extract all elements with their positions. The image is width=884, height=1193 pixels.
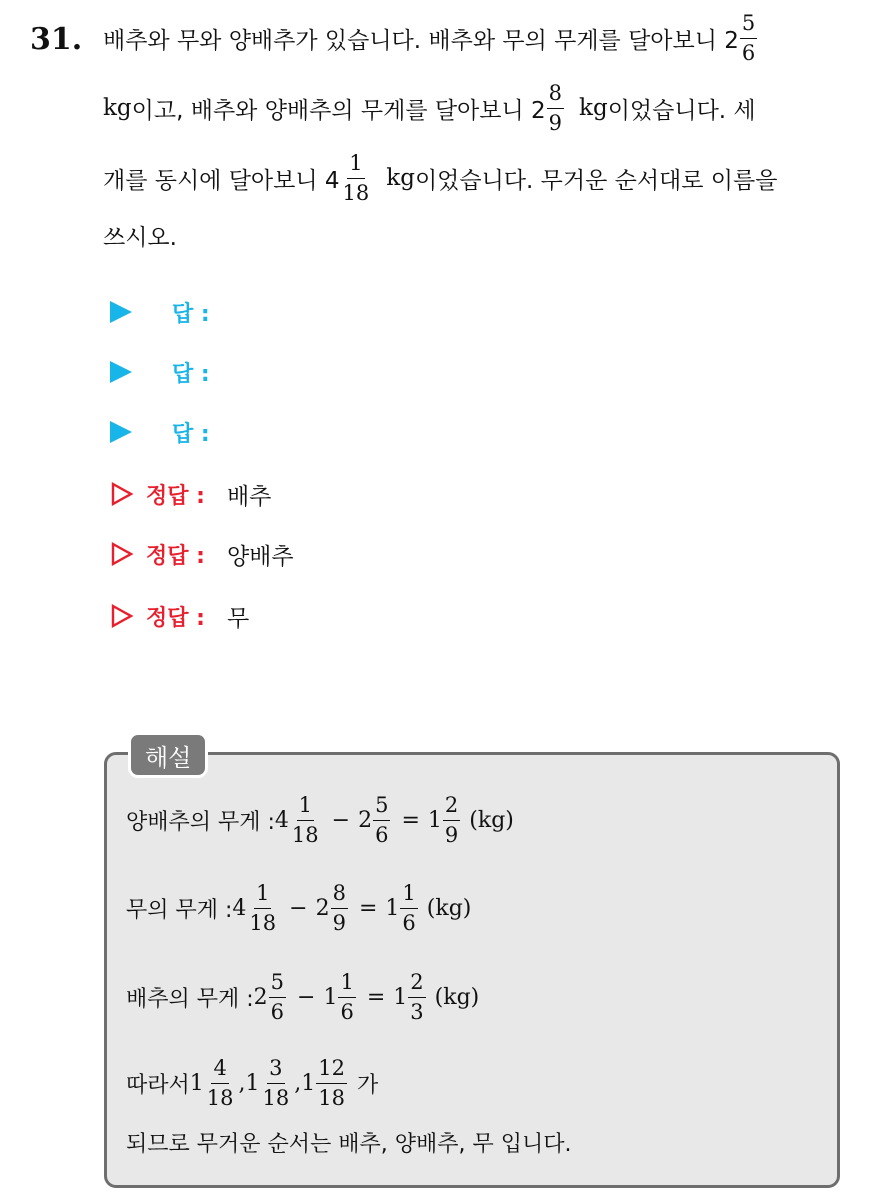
unit-kg: (kg)	[426, 895, 472, 921]
fraction-numerator: 1	[347, 152, 364, 178]
play-arrow-icon	[110, 361, 132, 383]
whole-number: 1	[427, 807, 442, 833]
line-prefix: 무의 무게 :	[126, 897, 233, 923]
whole-number: 1	[323, 984, 338, 1010]
fraction	[205, 1057, 236, 1108]
fraction	[316, 1057, 347, 1108]
fraction-denominator: 6	[270, 999, 285, 1024]
correct-label: 정답 :	[146, 605, 205, 631]
fraction-denominator: 18	[262, 1085, 290, 1110]
fraction	[331, 882, 348, 933]
fraction	[269, 971, 286, 1022]
minus-sign: −	[331, 807, 351, 833]
whole-number: 4	[274, 807, 289, 833]
correct-answer-row-3	[110, 596, 249, 636]
fraction	[261, 1057, 292, 1108]
line-prefix: 양배추의 무게 :	[126, 809, 275, 835]
line-prefix: 배추의 무게 :	[126, 986, 254, 1012]
correct-label: 정답 :	[146, 543, 205, 569]
fraction	[341, 152, 372, 203]
whole-number: 1	[245, 1070, 260, 1096]
line-prefix: 따라서	[126, 1072, 190, 1098]
fraction-numerator: 5	[373, 794, 390, 820]
question-number: 31.	[30, 22, 83, 57]
fraction-numerator: 1	[297, 794, 314, 820]
fraction-numerator: 5	[269, 971, 286, 997]
question-text: 배추와 무와 양배추가 있습니다. 배추와 무의 무게를 달아보니 2	[103, 27, 739, 54]
unit-kg: kg	[103, 95, 132, 121]
equals-sign: =	[366, 984, 386, 1010]
fraction-numerator: 1	[338, 971, 355, 997]
whole-number: 2	[358, 807, 373, 833]
fraction-numerator: 3	[267, 1057, 284, 1083]
fraction	[400, 882, 417, 933]
question-text: 개를 동시에 달아보니 4	[103, 167, 340, 194]
answer-row-1[interactable]	[110, 292, 210, 332]
play-arrow-icon	[110, 421, 132, 443]
equals-sign: =	[358, 895, 378, 921]
question-text: 이고, 배추와 양배추의 무게를 달아보니 2	[131, 97, 546, 124]
fraction-numerator: 8	[547, 82, 564, 108]
whole-number: 2	[253, 984, 268, 1010]
fraction-denominator: 6	[741, 40, 756, 65]
minus-sign: −	[289, 895, 308, 921]
answer-row-3[interactable]	[110, 412, 210, 452]
correct-answer-row-1	[110, 474, 271, 514]
explanation-line-5	[126, 1112, 571, 1172]
whole-number: 1	[301, 1070, 316, 1096]
correct-value: 양배추	[226, 543, 294, 570]
correct-value: 무	[226, 605, 250, 632]
fraction-denominator: 9	[548, 110, 563, 135]
correct-value: 배추	[226, 483, 272, 510]
conclusion-text: 되므로 무거운 순서는 배추, 양배추, 무 입니다.	[126, 1131, 572, 1157]
fraction-denominator: 6	[340, 999, 354, 1024]
explanation-line-4	[126, 1053, 378, 1113]
unit-kg: kg	[579, 95, 608, 121]
whole-number: 1	[189, 1070, 204, 1096]
fraction-denominator: 18	[318, 1085, 345, 1110]
fraction	[443, 794, 460, 845]
unit-kg: kg	[386, 165, 415, 191]
outline-arrow-icon	[110, 542, 134, 566]
fraction	[373, 794, 390, 845]
outline-arrow-icon	[110, 604, 134, 628]
fraction	[338, 971, 355, 1022]
explanation-line-1	[126, 790, 514, 850]
fraction-numerator: 2	[443, 794, 460, 820]
unit-kg: (kg)	[469, 807, 514, 833]
fraction-denominator: 3	[410, 999, 424, 1024]
outline-arrow-icon	[110, 482, 134, 506]
fraction-numerator: 8	[331, 882, 348, 908]
whole-number: 2	[315, 895, 330, 921]
play-arrow-icon	[110, 301, 132, 323]
fraction-denominator: 9	[332, 910, 346, 935]
explanation-line-2	[126, 878, 471, 938]
answer-label: 답 :	[172, 301, 210, 327]
whole-number: 4	[232, 895, 247, 921]
whole-number: 1	[385, 895, 400, 921]
fraction	[290, 794, 321, 845]
minus-sign: −	[297, 984, 316, 1010]
question-line-1	[103, 10, 760, 66]
fraction-denominator: 6	[402, 910, 416, 935]
line-suffix: 가	[349, 1072, 379, 1098]
question-text: 쓰시오.	[103, 224, 177, 251]
fraction	[547, 82, 564, 133]
fraction-denominator: 18	[342, 180, 370, 205]
correct-label: 정답 :	[146, 483, 205, 509]
question-line-3	[103, 150, 777, 206]
fraction	[740, 12, 757, 63]
fraction-numerator: 4	[211, 1057, 228, 1083]
comma: ,	[294, 1070, 302, 1096]
answer-label: 답 :	[172, 421, 210, 447]
comma: ,	[238, 1070, 246, 1096]
correct-answer-row-2	[110, 534, 294, 574]
fraction-numerator: 2	[408, 971, 425, 997]
question-text: 이었습니다. 세	[607, 97, 756, 124]
fraction-denominator: 9	[444, 822, 459, 847]
explanation-tab: 해설	[128, 732, 208, 778]
fraction-denominator: 18	[206, 1085, 234, 1110]
unit-kg: (kg)	[434, 984, 480, 1010]
answer-row-2[interactable]	[110, 352, 210, 392]
fraction	[247, 882, 278, 933]
answer-label: 답 :	[172, 361, 210, 387]
fraction-numerator: 1	[400, 882, 417, 908]
fraction-denominator: 18	[291, 822, 319, 847]
fraction-numerator: 1	[254, 882, 271, 908]
explanation-line-3	[126, 967, 479, 1027]
fraction-denominator: 18	[249, 910, 277, 935]
whole-number: 1	[393, 984, 408, 1010]
question-text: 이었습니다. 무거운 순서대로 이름을	[414, 167, 778, 194]
fraction-numerator: 5	[740, 12, 757, 38]
fraction-denominator: 6	[375, 822, 389, 847]
question-line-2	[103, 80, 756, 136]
fraction-numerator: 12	[316, 1057, 347, 1083]
equals-sign: =	[401, 807, 420, 833]
fraction	[408, 971, 425, 1022]
question-line-4	[103, 207, 177, 263]
